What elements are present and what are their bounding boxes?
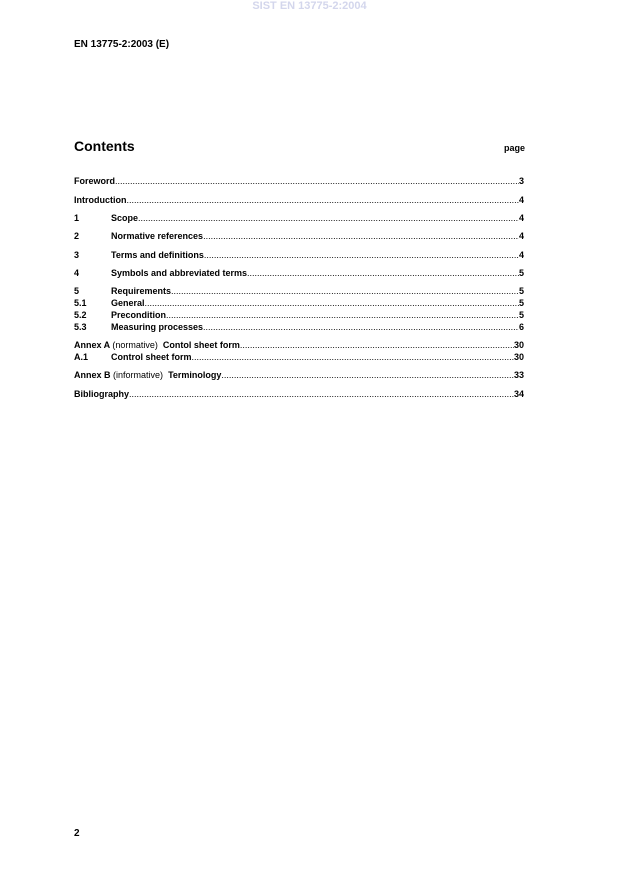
watermark: SIST EN 13775-2:2004 [252,0,367,12]
toc-entry-number: A.1 [74,352,89,362]
dot-leader [166,310,519,321]
annex-label: Annex B [74,370,111,380]
toc-entry-page: 30 [513,340,524,350]
dot-leader [192,352,514,363]
toc-entry-general[interactable] [74,298,524,309]
dot-leader [129,389,514,400]
toc-entry-title [74,340,240,351]
toc-entry-annex-b[interactable] [74,370,524,381]
toc-entry-title [74,370,221,381]
toc-entry-page: 5 [518,310,524,320]
annex-title: Contol sheet form [162,340,240,350]
toc-entry-terms-and-definitions[interactable] [74,250,524,261]
toc-entry-page: 4 [518,195,524,205]
toc-entry-measuring-processes[interactable] [74,322,524,333]
dot-leader [203,231,519,242]
annex-kind: (informative) [113,370,164,380]
page-number: 2 [74,828,80,839]
dot-leader [221,370,514,381]
toc-entry-number: 4 [74,268,80,278]
toc-entry-title: Control sheet form [111,352,192,362]
toc-entry-title: Requirements [111,286,172,296]
toc-entry-page: 30 [513,352,524,362]
toc-entry-number: 5.2 [74,310,87,320]
annex-kind: (normative) [112,340,158,350]
annex-label: Annex A [74,340,110,350]
toc-entry-number: 5.1 [74,298,87,308]
toc-entry-title: Bibliography [74,389,130,399]
toc-entry-page: 4 [518,250,524,260]
toc-entry-page: 5 [518,298,524,308]
toc-entry-requirements[interactable] [74,286,524,297]
toc-entry-introduction[interactable] [74,195,524,206]
toc-entry-title: Foreword [74,176,116,186]
dot-leader [203,322,519,333]
toc-entry-precondition[interactable] [74,310,524,321]
toc-entry-title: Normative references [111,231,204,241]
dot-leader [204,250,519,261]
dot-leader [127,195,519,206]
toc-entry-title: General [111,298,145,308]
toc-entry-title: Scope [111,213,139,223]
toc-entry-number: 2 [74,231,80,241]
toc-entry-page: 5 [518,286,524,296]
toc-entry-title: Symbols and abbreviated terms [111,268,248,278]
dot-leader [145,298,519,309]
document-reference: EN 13775-2:2003 (E) [74,39,170,50]
toc-entry-symbols[interactable] [74,268,524,279]
toc-entry-a1-control-sheet-form[interactable] [74,352,524,363]
toc-entry-page: 34 [513,389,524,399]
toc-entry-annex-a[interactable] [74,340,524,351]
toc-entry-page: 6 [518,322,524,332]
toc-entry-foreword[interactable] [74,176,524,187]
toc-entry-bibliography[interactable] [74,389,524,400]
toc-entry-number: 5 [74,286,80,296]
dot-leader [115,176,519,187]
toc-entry-page: 4 [518,231,524,241]
toc-entry-number: 5.3 [74,322,87,332]
toc-entry-page: 4 [518,213,524,223]
toc-entry-normative-references[interactable] [74,231,524,242]
contents-heading: Contents [74,138,135,154]
dot-leader [247,268,519,279]
toc-entry-number: 3 [74,250,80,260]
toc-entry-page: 33 [513,370,524,380]
dot-leader [171,286,519,297]
toc-entry-page: 5 [518,268,524,278]
toc-entry-page: 3 [518,176,524,186]
toc-entry-scope[interactable] [74,213,524,224]
annex-title: Terminology [168,370,222,380]
dot-leader [240,340,514,351]
page-column-label: page [504,143,526,153]
toc-entry-title: Terms and definitions [111,250,204,260]
toc-entry-number: 1 [74,213,80,223]
toc-entry-title: Precondition [111,310,167,320]
toc-entry-title: Measuring processes [111,322,204,332]
dot-leader [138,213,519,224]
toc-entry-title: Introduction [74,195,127,205]
